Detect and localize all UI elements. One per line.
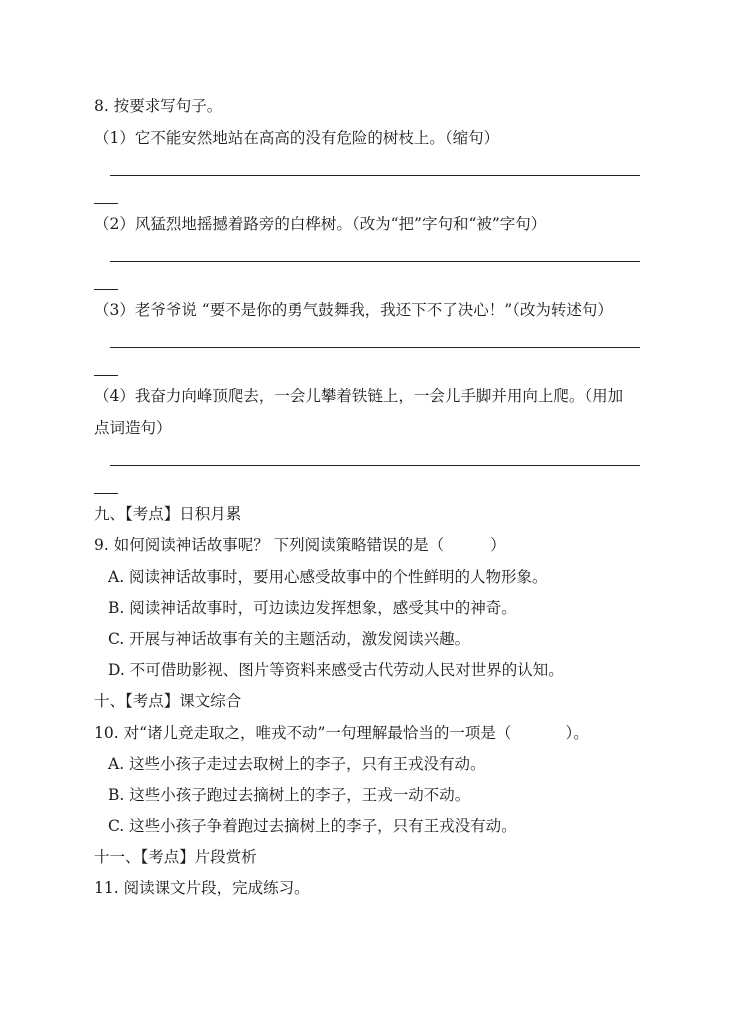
answer-line (110, 175, 640, 176)
q8-item-1: （1）它不能安然地站在高高的没有危险的树枝上。（缩句） (94, 129, 500, 147)
question-10: 10. 对“诸儿竞走取之，唯戎不动”一句理解最恰当的一项是（ ）。 (94, 724, 589, 742)
question-9: 9. 如何阅读神话故事呢？ 下列阅读策略错误的是（ ） (94, 536, 506, 554)
answer-line-tail (94, 203, 118, 204)
answer-line-tail (94, 493, 118, 494)
answer-line-tail (94, 289, 118, 290)
answer-line (110, 347, 640, 348)
section-9-heading: 九、【考点】日积月累 (94, 505, 242, 523)
q9-option-b: B. 阅读神话故事时，可边读边发挥想象，感受其中的神奇。 (108, 599, 517, 617)
q10-option-c: C. 这些小孩子争着跑过去摘树上的李子，只有王戎没有动。 (108, 817, 517, 835)
answer-line (110, 261, 640, 262)
section-10-heading: 十、【考点】课文综合 (94, 692, 242, 710)
q8-item-3: （3）老爷爷说 “要不是你的勇气鼓舞我，我还下不了决心！”（改为转述句） (94, 301, 613, 319)
section-11-heading: 十一、【考点】片段赏析 (94, 848, 257, 866)
q9-option-a: A. 阅读神话故事时，要用心感受故事中的个性鲜明的人物形象。 (108, 568, 548, 586)
q8-item-4-cont: 点词造句） (94, 419, 172, 437)
q10-option-a: A. 这些小孩子走过去取树上的李子，只有王戎没有动。 (108, 755, 486, 773)
q10-option-b: B. 这些小孩子跑过去摘树上的李子，王戎一动不动。 (108, 786, 471, 804)
answer-line-tail (94, 375, 118, 376)
q9-option-c: C. 开展与神话故事有关的主题活动，激发阅读兴趣。 (108, 630, 471, 648)
q8-item-4: （4）我奋力向峰顶爬去，一会儿攀着铁链上，一会儿手脚并用向上爬。（用加 (94, 387, 624, 405)
question-11: 11. 阅读课文片段，完成练习。 (94, 879, 310, 897)
answer-line (110, 465, 640, 466)
q8-title: 8. 按要求写句子。 (94, 97, 223, 115)
q9-option-d: D. 不可借助影视、图片等资料来感受古代劳动人民对世界的认知。 (108, 661, 564, 679)
q8-item-2: （2）风猛烈地摇撼着路旁的白桦树。（改为“把”字句和“被”字句） (94, 215, 547, 233)
